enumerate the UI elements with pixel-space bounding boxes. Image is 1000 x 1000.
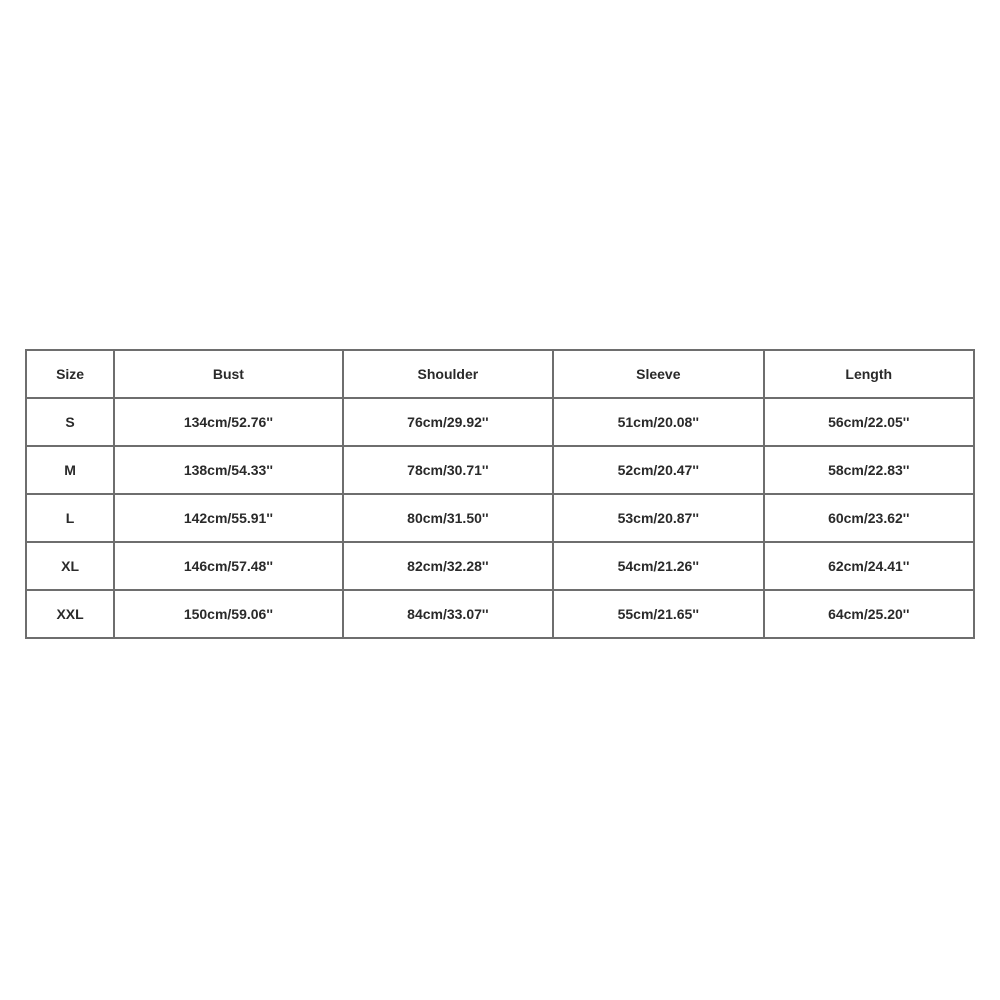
header-size: Size [26,350,114,398]
table-header-row [26,350,974,398]
cell-sleeve: 52cm/20.47'' [553,446,763,494]
cell-size: XL [26,542,114,590]
cell-length: 62cm/24.41'' [764,542,974,590]
table-row [26,542,974,590]
cell-bust: 142cm/55.91'' [114,494,342,542]
cell-length: 60cm/23.62'' [764,494,974,542]
cell-bust: 138cm/54.33'' [114,446,342,494]
header-shoulder: Shoulder [343,350,553,398]
cell-length: 58cm/22.83'' [764,446,974,494]
table-row [26,398,974,446]
cell-shoulder: 78cm/30.71'' [343,446,553,494]
cell-shoulder: 82cm/32.28'' [343,542,553,590]
cell-sleeve: 53cm/20.87'' [553,494,763,542]
cell-shoulder: 80cm/31.50'' [343,494,553,542]
cell-size: XXL [26,590,114,638]
cell-bust: 146cm/57.48'' [114,542,342,590]
table-row [26,590,974,638]
table-row [26,446,974,494]
cell-sleeve: 54cm/21.26'' [553,542,763,590]
cell-sleeve: 51cm/20.08'' [553,398,763,446]
cell-sleeve: 55cm/21.65'' [553,590,763,638]
cell-size: M [26,446,114,494]
cell-length: 64cm/25.20'' [764,590,974,638]
cell-bust: 134cm/52.76'' [114,398,342,446]
cell-size: L [26,494,114,542]
header-sleeve: Sleeve [553,350,763,398]
table-row [26,494,974,542]
header-bust: Bust [114,350,342,398]
cell-shoulder: 76cm/29.92'' [343,398,553,446]
cell-shoulder: 84cm/33.07'' [343,590,553,638]
size-chart-table [25,349,975,639]
header-length: Length [764,350,974,398]
cell-bust: 150cm/59.06'' [114,590,342,638]
cell-length: 56cm/22.05'' [764,398,974,446]
cell-size: S [26,398,114,446]
